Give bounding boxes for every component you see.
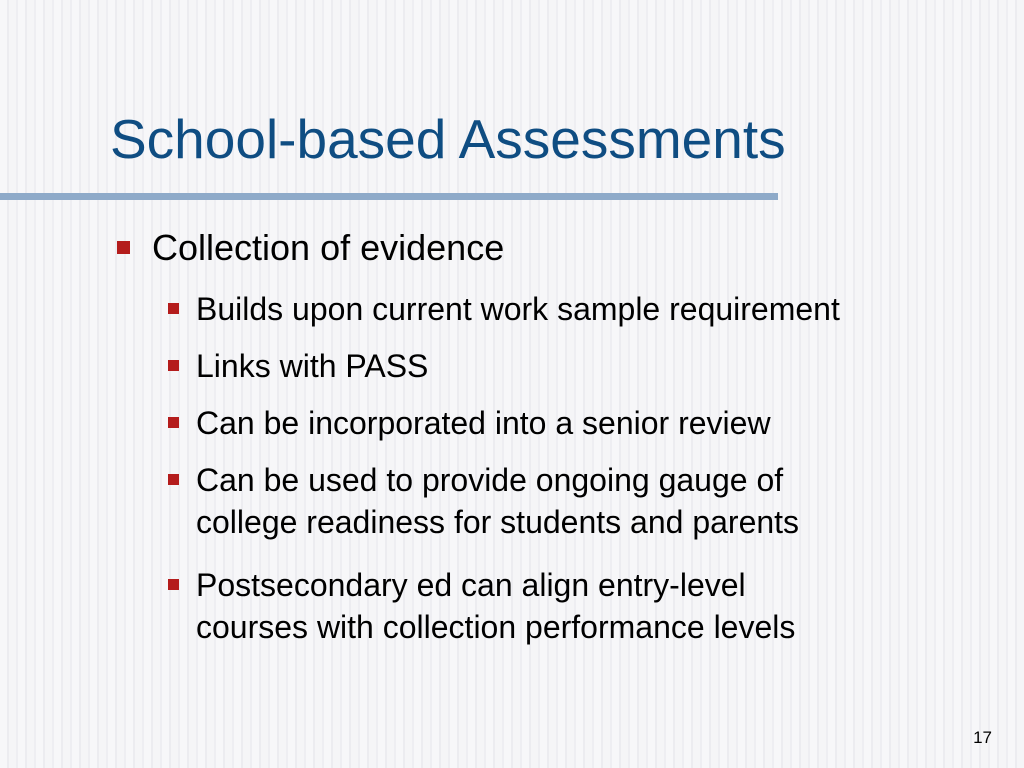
sub-bullet-text: Links with PASS — [196, 348, 429, 384]
square-bullet-icon — [168, 474, 179, 485]
sub-bullet-text: Can be used to provide ongoing gauge of college readiness for students and parents — [196, 462, 800, 540]
square-bullet-icon — [168, 579, 179, 590]
square-bullet-icon — [168, 417, 179, 428]
bullet-text: Collection of evidence — [152, 227, 505, 268]
square-bullet-icon — [168, 360, 179, 371]
page-number: 17 — [973, 728, 992, 747]
square-bullet-icon — [168, 303, 179, 314]
square-bullet-icon — [117, 241, 130, 254]
title-underline-rule — [0, 193, 778, 200]
sub-bullet-text: Can be incorporated into a senior review — [196, 405, 771, 441]
slide-title: School-based Assessments — [110, 108, 786, 170]
sub-bullet-text: Builds upon current work sample requirement — [196, 291, 840, 327]
sub-bullet-text: Postsecondary ed can align entry-level courses with collection performance levels — [196, 567, 796, 645]
